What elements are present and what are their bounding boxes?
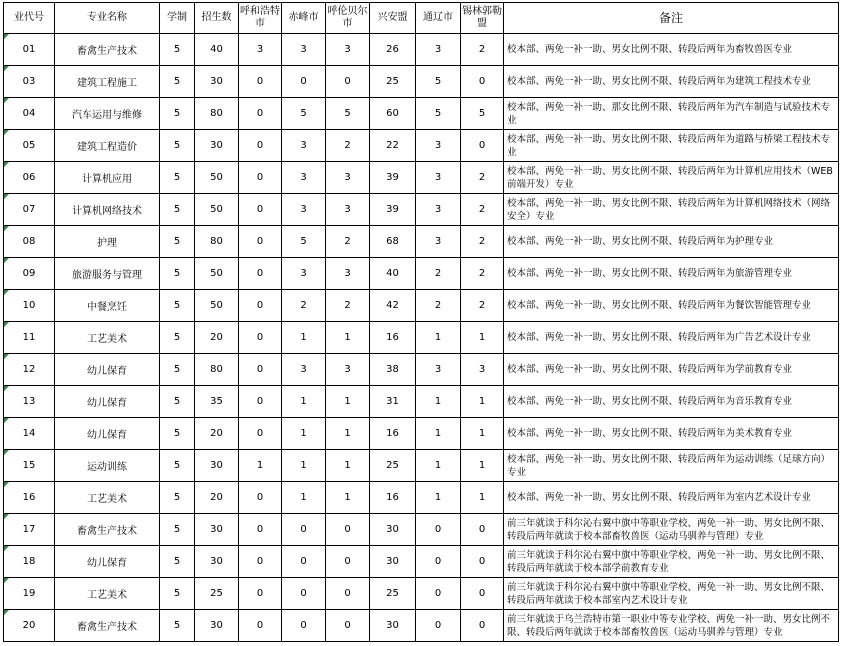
cell-hohhot: 0	[239, 578, 282, 610]
cell-years: 5	[160, 98, 195, 130]
cell-xilingol: 1	[461, 322, 504, 354]
cell-tongliao: 0	[416, 578, 461, 610]
cell-chifeng: 5	[282, 226, 326, 258]
cell-major: 汽车运用与维修	[55, 98, 160, 130]
cell-hohhot: 0	[239, 610, 282, 642]
cell-chifeng: 0	[282, 66, 326, 98]
cell-hulunbuir: 0	[326, 66, 370, 98]
remark-text: 校本部、两免一补一助、男女比例不限、转段后两年为旅游管理专业	[507, 268, 793, 279]
cell-enroll: 20	[195, 418, 239, 450]
cell-major: 幼儿保育	[55, 354, 160, 386]
cell-code: 09	[4, 258, 55, 290]
cell-remark	[504, 354, 839, 386]
cell-xilingol: 2	[461, 194, 504, 226]
cell-code: 04	[4, 98, 55, 130]
cell-enroll: 40	[195, 34, 239, 66]
cell-xinganmeng: 31	[370, 386, 416, 418]
cell-tongliao: 3	[416, 130, 461, 162]
header-remark: 备注	[504, 3, 839, 34]
cell-xilingol: 1	[461, 418, 504, 450]
cell-major: 旅游服务与管理	[55, 258, 160, 290]
remark-text: 校本部、两免一补一助、男女比例不限、转段后两年为美术教育专业	[507, 428, 793, 439]
cell-hulunbuir: 1	[326, 482, 370, 514]
cell-enroll: 30	[195, 514, 239, 546]
cell-chifeng: 0	[282, 514, 326, 546]
cell-xinganmeng: 38	[370, 354, 416, 386]
cell-hohhot: 0	[239, 546, 282, 578]
cell-hohhot: 0	[239, 514, 282, 546]
cell-chifeng: 0	[282, 546, 326, 578]
cell-chifeng: 1	[282, 386, 326, 418]
cell-xilingol: 5	[461, 98, 504, 130]
header-code: 业代号	[4, 3, 55, 34]
cell-years: 5	[160, 514, 195, 546]
cell-remark	[504, 546, 839, 578]
cell-hohhot: 0	[239, 290, 282, 322]
cell-xilingol: 2	[461, 290, 504, 322]
remark-text: 校本部、两免一补一助、男女比例不限、转段后两年为道路与桥梁工程技术专业	[507, 133, 831, 158]
cell-hohhot: 0	[239, 482, 282, 514]
cell-hulunbuir: 3	[326, 194, 370, 226]
cell-code: 12	[4, 354, 55, 386]
cell-xilingol: 2	[461, 34, 504, 66]
cell-years: 5	[160, 354, 195, 386]
cell-chifeng: 1	[282, 450, 326, 482]
header-tongliao: 通辽市	[416, 3, 461, 34]
cell-years: 5	[160, 418, 195, 450]
cell-major: 建筑工程施工	[55, 66, 160, 98]
cell-remark	[504, 514, 839, 546]
cell-major: 幼儿保育	[55, 386, 160, 418]
cell-remark	[504, 34, 839, 66]
cell-xilingol: 2	[461, 226, 504, 258]
remark-text: 校本部、两免一补一助、男女比例不限、转段后两年为计算机网络技术（网络安全）专业	[507, 197, 831, 222]
table-row	[4, 418, 839, 450]
table-row	[4, 610, 839, 642]
cell-enroll: 50	[195, 290, 239, 322]
cell-years: 5	[160, 386, 195, 418]
cell-xilingol: 1	[461, 482, 504, 514]
header-chifeng: 赤峰市	[282, 3, 326, 34]
cell-years: 5	[160, 130, 195, 162]
table-body	[4, 34, 839, 642]
cell-code: 06	[4, 162, 55, 194]
cell-remark	[504, 610, 839, 642]
cell-tongliao: 0	[416, 514, 461, 546]
remark-text: 校本部、两免一补一助、男女比例不限、转段后两年为运动训练（足球方向）专业	[507, 453, 831, 478]
cell-hohhot: 0	[239, 98, 282, 130]
cell-hulunbuir: 2	[326, 130, 370, 162]
cell-major: 计算机网络技术	[55, 194, 160, 226]
cell-hulunbuir: 1	[326, 450, 370, 482]
cell-years: 5	[160, 290, 195, 322]
cell-hulunbuir: 0	[326, 514, 370, 546]
cell-remark	[504, 66, 839, 98]
header-hohhot: 呼和浩特市	[239, 3, 282, 34]
table-row	[4, 162, 839, 194]
cell-xinganmeng: 26	[370, 34, 416, 66]
cell-years: 5	[160, 258, 195, 290]
cell-hulunbuir: 3	[326, 354, 370, 386]
table-row	[4, 354, 839, 386]
header-xilingol: 锡林郭勒盟	[461, 3, 504, 34]
cell-years: 5	[160, 194, 195, 226]
cell-tongliao: 3	[416, 194, 461, 226]
cell-code: 18	[4, 546, 55, 578]
cell-hohhot: 0	[239, 386, 282, 418]
header-row	[4, 3, 839, 34]
cell-hulunbuir: 1	[326, 386, 370, 418]
cell-enroll: 30	[195, 450, 239, 482]
cell-enroll: 50	[195, 162, 239, 194]
cell-remark	[504, 482, 839, 514]
cell-years: 5	[160, 322, 195, 354]
cell-remark	[504, 98, 839, 130]
cell-xinganmeng: 25	[370, 450, 416, 482]
remark-text: 校本部、两免一补一助、男女比例不限、转段后两年为音乐教育专业	[507, 396, 793, 407]
cell-hulunbuir: 0	[326, 546, 370, 578]
cell-code: 07	[4, 194, 55, 226]
cell-enroll: 30	[195, 546, 239, 578]
cell-xilingol: 0	[461, 546, 504, 578]
remark-text: 校本部、两免一补一助、男女比例不限、转段后两年为护理专业	[507, 236, 774, 247]
cell-xilingol: 0	[461, 66, 504, 98]
cell-chifeng: 1	[282, 482, 326, 514]
cell-tongliao: 5	[416, 98, 461, 130]
cell-code: 11	[4, 322, 55, 354]
cell-xinganmeng: 39	[370, 194, 416, 226]
cell-enroll: 20	[195, 482, 239, 514]
table-row	[4, 98, 839, 130]
remark-text: 校本部、两免一补一助、那女比例不限、转段后两年为汽车制造与试验技术专业	[507, 101, 831, 126]
cell-remark	[504, 162, 839, 194]
cell-remark	[504, 258, 839, 290]
cell-tongliao: 0	[416, 546, 461, 578]
cell-hohhot: 0	[239, 226, 282, 258]
cell-xinganmeng: 16	[370, 418, 416, 450]
cell-enroll: 30	[195, 66, 239, 98]
remark-text: 前三年就读于科尔沁右翼中旗中等职业学校、两免一补一助、男女比例不限、转段后两年就读于校本部畜牧兽医（运动马驯养与管理）专业	[507, 517, 831, 542]
cell-hohhot: 0	[239, 162, 282, 194]
cell-enroll: 80	[195, 226, 239, 258]
cell-xinganmeng: 25	[370, 66, 416, 98]
remark-text: 前三年就读于科尔沁右翼中旗中等职业学校、两免一补一助、男女比例不限、转段后两年就读于校本部学前教育专业	[507, 549, 831, 574]
cell-hulunbuir: 2	[326, 290, 370, 322]
cell-remark	[504, 578, 839, 610]
cell-code: 10	[4, 290, 55, 322]
cell-xinganmeng: 16	[370, 322, 416, 354]
cell-xinganmeng: 60	[370, 98, 416, 130]
cell-chifeng: 1	[282, 322, 326, 354]
remark-text: 校本部、两免一补一助、男女比例不限、转段后两年为餐饮智能管理专业	[507, 300, 812, 311]
cell-major: 工艺美术	[55, 482, 160, 514]
header-years: 学制	[160, 3, 195, 34]
cell-years: 5	[160, 546, 195, 578]
header-enroll: 招生数	[195, 3, 239, 34]
cell-tongliao: 5	[416, 66, 461, 98]
cell-major: 护理	[55, 226, 160, 258]
cell-xilingol: 1	[461, 386, 504, 418]
cell-xilingol: 2	[461, 258, 504, 290]
cell-code: 01	[4, 34, 55, 66]
cell-xilingol: 0	[461, 578, 504, 610]
table-row	[4, 34, 839, 66]
cell-major: 中餐烹饪	[55, 290, 160, 322]
cell-hohhot: 0	[239, 354, 282, 386]
cell-xilingol: 1	[461, 450, 504, 482]
cell-xilingol: 0	[461, 514, 504, 546]
cell-code: 17	[4, 514, 55, 546]
cell-remark	[504, 386, 839, 418]
cell-major: 计算机应用	[55, 162, 160, 194]
cell-chifeng: 0	[282, 610, 326, 642]
cell-code: 03	[4, 66, 55, 98]
remark-text: 前三年就读于乌兰浩特市第一职业中等专业学校、两免一补一助、男女比例不限、转段后两年就读于校本部畜牧兽医（运动马驯养与管理）专业	[507, 613, 831, 638]
cell-remark	[504, 130, 839, 162]
cell-xilingol: 2	[461, 162, 504, 194]
remark-text: 校本部、两免一补一助、男女比例不限、转段后两年为畜牧兽医专业	[507, 44, 793, 55]
table-row	[4, 258, 839, 290]
table-row	[4, 194, 839, 226]
cell-enroll: 80	[195, 98, 239, 130]
cell-years: 5	[160, 610, 195, 642]
cell-hohhot: 0	[239, 258, 282, 290]
cell-remark	[504, 322, 839, 354]
cell-chifeng: 1	[282, 418, 326, 450]
cell-tongliao: 3	[416, 162, 461, 194]
cell-hohhot: 0	[239, 66, 282, 98]
cell-years: 5	[160, 578, 195, 610]
cell-hulunbuir: 0	[326, 610, 370, 642]
table-row	[4, 130, 839, 162]
cell-chifeng: 0	[282, 578, 326, 610]
cell-chifeng: 3	[282, 162, 326, 194]
cell-major: 工艺美术	[55, 578, 160, 610]
cell-tongliao: 1	[416, 482, 461, 514]
cell-tongliao: 1	[416, 418, 461, 450]
cell-years: 5	[160, 34, 195, 66]
cell-major: 畜禽生产技术	[55, 34, 160, 66]
cell-xinganmeng: 25	[370, 578, 416, 610]
cell-chifeng: 3	[282, 194, 326, 226]
cell-remark	[504, 290, 839, 322]
cell-tongliao: 1	[416, 450, 461, 482]
cell-enroll: 30	[195, 130, 239, 162]
cell-remark	[504, 450, 839, 482]
cell-remark	[504, 194, 839, 226]
cell-major: 运动训练	[55, 450, 160, 482]
remark-text: 校本部、两免一补一助、男女比例不限、转段后两年为学前教育专业	[507, 364, 793, 375]
header-hulunbuir: 呼伦贝尔市	[326, 3, 370, 34]
remark-text: 校本部、两免一补一助、男女比例不限、转段后两年为室内艺术设计专业	[507, 492, 812, 503]
cell-enroll: 30	[195, 610, 239, 642]
cell-major: 工艺美术	[55, 322, 160, 354]
cell-code: 14	[4, 418, 55, 450]
cell-remark	[504, 418, 839, 450]
cell-xinganmeng: 40	[370, 258, 416, 290]
cell-major: 幼儿保育	[55, 418, 160, 450]
cell-hohhot: 1	[239, 450, 282, 482]
remark-text: 校本部、两免一补一助、男女比例不限、转段后两年为计算机应用技术（WEB前端开发）专业	[507, 165, 833, 190]
cell-major: 建筑工程造价	[55, 130, 160, 162]
cell-enroll: 20	[195, 322, 239, 354]
cell-hohhot: 0	[239, 418, 282, 450]
table-row	[4, 226, 839, 258]
cell-enroll: 80	[195, 354, 239, 386]
cell-hulunbuir: 3	[326, 34, 370, 66]
cell-remark	[504, 226, 839, 258]
cell-xinganmeng: 22	[370, 130, 416, 162]
cell-xinganmeng: 16	[370, 482, 416, 514]
table-row	[4, 546, 839, 578]
remark-text: 校本部、两免一补一助、男女比例不限、转段后两年为建筑工程技术专业	[507, 76, 812, 87]
table-row	[4, 514, 839, 546]
cell-major: 畜禽生产技术	[55, 514, 160, 546]
header-xinganmeng: 兴安盟	[370, 3, 416, 34]
cell-tongliao: 0	[416, 610, 461, 642]
cell-hulunbuir: 0	[326, 578, 370, 610]
cell-hohhot: 0	[239, 194, 282, 226]
cell-hulunbuir: 2	[326, 226, 370, 258]
cell-years: 5	[160, 162, 195, 194]
cell-hulunbuir: 1	[326, 322, 370, 354]
remark-text: 校本部、两免一补一助、男女比例不限、转段后两年为广告艺术设计专业	[507, 332, 812, 343]
cell-enroll: 50	[195, 258, 239, 290]
cell-hulunbuir: 1	[326, 418, 370, 450]
cell-chifeng: 3	[282, 34, 326, 66]
cell-xilingol: 3	[461, 354, 504, 386]
cell-tongliao: 2	[416, 258, 461, 290]
table-row	[4, 386, 839, 418]
cell-hohhot: 0	[239, 322, 282, 354]
cell-hulunbuir: 3	[326, 258, 370, 290]
cell-years: 5	[160, 66, 195, 98]
cell-enroll: 50	[195, 194, 239, 226]
table-row	[4, 66, 839, 98]
cell-years: 5	[160, 482, 195, 514]
cell-code: 16	[4, 482, 55, 514]
cell-code: 20	[4, 610, 55, 642]
cell-chifeng: 2	[282, 290, 326, 322]
cell-tongliao: 2	[416, 290, 461, 322]
cell-years: 5	[160, 226, 195, 258]
table-row	[4, 322, 839, 354]
cell-hohhot: 3	[239, 34, 282, 66]
cell-tongliao: 3	[416, 354, 461, 386]
cell-chifeng: 3	[282, 130, 326, 162]
cell-xinganmeng: 30	[370, 546, 416, 578]
table-row	[4, 482, 839, 514]
remark-text: 前三年就读于科尔沁右翼中旗中等职业学校、两免一补一助、男女比例不限、转段后两年就读于校本部室内艺术设计专业	[507, 581, 831, 606]
cell-xinganmeng: 39	[370, 162, 416, 194]
cell-hulunbuir: 5	[326, 98, 370, 130]
cell-chifeng: 5	[282, 98, 326, 130]
table-row	[4, 290, 839, 322]
cell-tongliao: 3	[416, 226, 461, 258]
cell-code: 08	[4, 226, 55, 258]
cell-hulunbuir: 3	[326, 162, 370, 194]
enrollment-table	[3, 2, 839, 642]
cell-chifeng: 3	[282, 258, 326, 290]
cell-xinganmeng: 42	[370, 290, 416, 322]
cell-tongliao: 3	[416, 34, 461, 66]
cell-code: 19	[4, 578, 55, 610]
cell-xilingol: 0	[461, 130, 504, 162]
cell-major: 畜禽生产技术	[55, 610, 160, 642]
table-row	[4, 578, 839, 610]
header-major: 专业名称	[55, 3, 160, 34]
table-row	[4, 450, 839, 482]
cell-tongliao: 1	[416, 386, 461, 418]
cell-hohhot: 0	[239, 130, 282, 162]
cell-xinganmeng: 30	[370, 610, 416, 642]
cell-code: 15	[4, 450, 55, 482]
cell-xinganmeng: 68	[370, 226, 416, 258]
cell-code: 05	[4, 130, 55, 162]
cell-xinganmeng: 30	[370, 514, 416, 546]
cell-enroll: 25	[195, 578, 239, 610]
cell-code: 13	[4, 386, 55, 418]
cell-years: 5	[160, 450, 195, 482]
cell-xilingol: 0	[461, 610, 504, 642]
cell-enroll: 35	[195, 386, 239, 418]
cell-chifeng: 3	[282, 354, 326, 386]
cell-major: 幼儿保育	[55, 546, 160, 578]
cell-tongliao: 1	[416, 322, 461, 354]
